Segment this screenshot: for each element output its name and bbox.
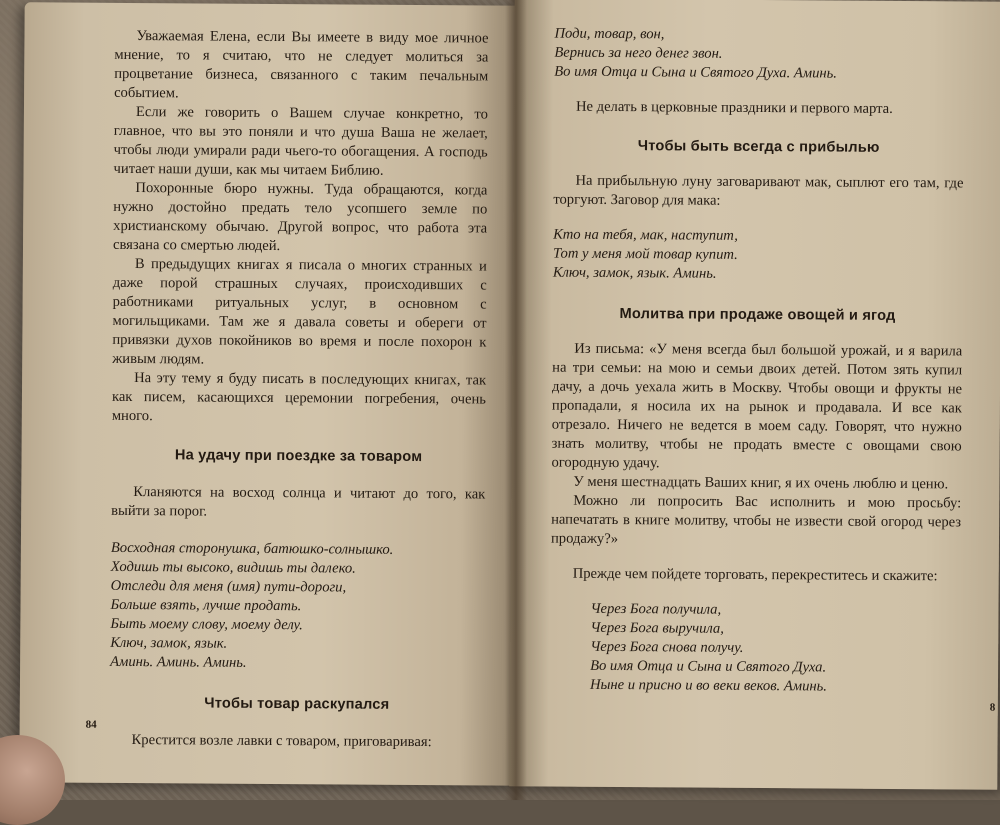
verse-line: Во имя Отца и Сына и Святого Духа. Аминь. xyxy=(554,63,838,82)
right-note: Не делать в церковные праздники и первого марта. xyxy=(575,98,893,117)
left-paragraph: В предыдущих книгах я писала о многих странных и даже порой страшных случаях, происходивших с работниками ритуальных услуг, в основном с могильщиками. Там же я давала советы и обереги от привязки духов покойников во время и после похорон к живым людям. xyxy=(112,256,487,368)
left-paragraph: Крестится возле лавки с товаром, приговаривая: xyxy=(131,732,432,751)
verse-line: Ныне и присно и во веки веков. Аминь. xyxy=(589,676,827,695)
verse-line: Кто на тебя, мак, наступит, xyxy=(553,226,738,244)
verse-line: Быть моему слову, моему делу. xyxy=(110,615,303,634)
right-paragraph: На прибыльную луну заговаривают мак, сыплют его там, где торгуют. Заговор для мака: xyxy=(553,172,964,209)
verse-line: Во имя Отца и Сына и Святого Духа. xyxy=(590,657,827,676)
verse-line: Отследи для меня (имя) пути-дороги, xyxy=(110,577,347,596)
verse-line: Вернись за него денег звон. xyxy=(554,44,723,62)
right-letter-paragraph: Можно ли попросить Вас исполнить и мою просьбу: напечатать в книге молитву, чтобы не извести свой огород через продажу?» xyxy=(550,492,962,548)
right-page-number: 8 xyxy=(989,701,996,714)
verse-line: Восходная сторонушка, батюшко-солнышко. xyxy=(110,539,394,558)
right-page xyxy=(509,0,1000,790)
verse-line: Ходишь ты высоко, видишь ты далеко. xyxy=(110,558,356,577)
left-page-text xyxy=(110,27,489,753)
right-verse-2 xyxy=(550,600,961,698)
verse-line: Ключ, замок, язык. Аминь. xyxy=(552,264,717,282)
left-paragraph: Похоронные бюро нужны. Туда обращаются, когда нужно достойно предать тело усопшего земле по христианскому обычаю. Другой вопрос, что работа эта связана со смертью людей. xyxy=(112,180,488,255)
left-paragraph: Если же говорить о Вашем случае конкретно, то главное, что вы это поняли и что душа Ваша не желает, чтобы люди умирали ради чьего-то обогащения. А господь читает наши души, как мы читаем Библию. xyxy=(113,104,489,179)
verse-line: Через Бога выручила, xyxy=(590,619,724,637)
verse-line: Ключ, замок, язык. xyxy=(110,634,228,652)
book-gutter-shadow xyxy=(505,0,527,800)
left-page-number: 84 xyxy=(85,718,97,731)
left-paragraph: Уважаемая Елена, если Вы имеете в виду мое личное мнение, то я считаю, что не следует молиться за процветание бизнеса, связанного с таким печальным событием. xyxy=(114,28,489,102)
right-page-text xyxy=(550,25,965,698)
right-verse-top xyxy=(554,25,964,85)
verse-line: Через Бога получила, xyxy=(590,600,722,618)
verse-line: Тот у меня мой товар купит. xyxy=(552,245,738,263)
left-heading-1: На удачу при поездке за товаром xyxy=(174,447,423,466)
verse-line: Больше взять, лучше продать. xyxy=(110,596,302,615)
left-paragraph: На эту тему я буду писать в последующих книгах, так как писем, касающихся церемонии погребения, очень много. xyxy=(111,370,487,425)
right-paragraph: Прежде чем пойдете торговать, перекреститесь и скажите: xyxy=(572,565,938,585)
verse-line: Поди, товар, вон, xyxy=(554,25,665,43)
left-heading-2: Чтобы товар раскупался xyxy=(204,695,390,713)
left-page xyxy=(19,2,524,785)
right-heading-1: Чтобы быть всегда с прибылью xyxy=(637,138,880,156)
verse-line: Через Бога снова получу. xyxy=(590,638,744,656)
verse-line: Аминь. Аминь. Аминь. xyxy=(110,653,247,671)
left-paragraph: Кланяются на восход солнца и читают до того, как выйти за порог. xyxy=(111,484,486,520)
right-letter-paragraph: Из письма: «У меня всегда был большой урожай, и я варила на три семьи: на мою и семьи двоих детей. Потом зять купил дачу, а дочь уехала жить в Москву. Чтобы овощи и фрукты не пропадали, я носила их на рынок и продавала. И все как отрезало. Ничего не ведется в моем саду. Говорят, что нужно знать молитву, чтобы не продать вместе с овощами свою огородную удачу. xyxy=(551,340,963,472)
right-verse-1 xyxy=(553,226,963,286)
left-verse-1 xyxy=(110,539,485,675)
right-letter-paragraph: У меня шестнадцать Ваших книг, я их очень люблю и ценю. xyxy=(573,473,949,493)
right-heading-2: Молитва при продаже овощей и ягод xyxy=(619,306,896,324)
